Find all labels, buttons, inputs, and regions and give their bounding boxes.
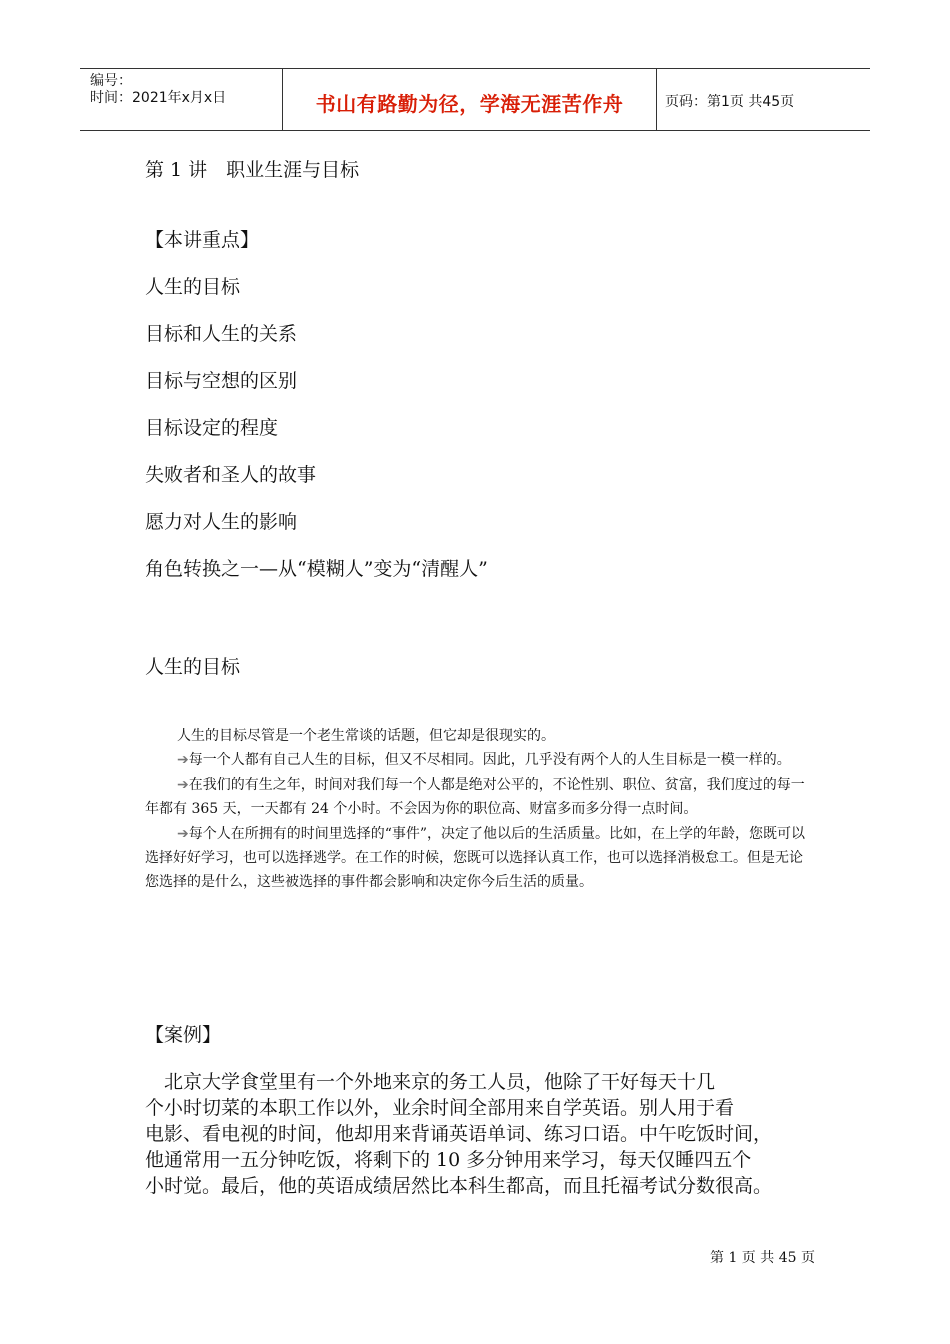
case-heading: 【案例】 (145, 1024, 222, 1046)
document-header (80, 68, 870, 131)
key-point-item: 目标和人生的关系 (145, 323, 298, 345)
arrow-right-icon: ➔ (177, 825, 189, 842)
key-point-item: 人生的目标 (145, 276, 241, 298)
arrow-right-icon: ➔ (177, 752, 189, 769)
case-line: 他通常用一五分钟吃饭，将剩下的 10 多分钟用来学习，每天仅睡四五个 (145, 1149, 752, 1171)
number-label: 编号： (90, 73, 132, 89)
arrow-right-icon: ➔ (177, 776, 189, 793)
header-motto-cell (282, 69, 657, 130)
bullet-paragraph (145, 822, 810, 895)
key-point-item: 目标与空想的区别 (145, 370, 298, 392)
motto: 书山有路勤为径，学海无涯苦作舟 (315, 92, 624, 116)
date-label: 时间：2021年x月x日 (90, 90, 227, 106)
key-point-item: 目标设定的程度 (145, 417, 279, 439)
key-points-heading: 【本讲重点】 (145, 229, 260, 251)
key-points (145, 228, 488, 604)
header-page-cell (655, 69, 870, 130)
lecture-title: 第 1 讲 职业生涯与目标 (145, 159, 360, 181)
case-line: 小时觉。最后，他的英语成绩居然比本科生都高，而且托福考试分数很高。 (145, 1175, 773, 1197)
bullet-text: 每个人在所拥有的时间里选择的“事件”，决定了他以后的生活质量。比如，在上学的年龄，您既可以选择好好学习，也可以选择逃学。在工作的时候，您既可以选择认真工作，也可以选择消极怠工。但是无论您选择的是什么，这些被选择的事件都会影响和决定你今后生活的质量。 (145, 825, 806, 891)
section-title: 人生的目标 (145, 656, 241, 678)
key-point-item: 愿力对人生的影响 (145, 511, 298, 533)
case-line: 电影、看电视的时间，他却用来背诵英语单词、练习口语。中午吃饭时间， (145, 1123, 773, 1145)
bullet-paragraph (145, 748, 810, 772)
case-text (145, 1069, 825, 1199)
key-point-item: 角色转换之一—从“模糊人”变为“清醒人” (145, 558, 488, 580)
case-line: 北京大学食堂里有一个外地来京的务工人员，他除了干好每天十几 (145, 1071, 716, 1093)
header-info-cell (80, 69, 282, 130)
bullet-text: 每一个人都有自己人生的目标，但又不尽相同。因此，几乎没有两个人的人生目标是一模一样的。 (188, 752, 791, 769)
body-text (145, 724, 810, 895)
key-point-item: 失败者和圣人的故事 (145, 464, 317, 486)
page-footer: 第 1 页 共 45 页 (710, 1250, 815, 1266)
page-code: 页码：第1页 共45页 (665, 94, 795, 110)
bullet-paragraph (145, 773, 810, 822)
intro-paragraph: 人生的目标尽管是一个老生常谈的话题，但它却是很现实的。 (177, 728, 555, 744)
bullet-text: 在我们的有生之年，时间对我们每一个人都是绝对公平的，不论性别、职位、贫富，我们度过的每一年都有 365 天，一天都有 24 个小时。不会因为你的职位高、财富多而多分得一点时间。 (145, 776, 805, 818)
case-line: 个小时切菜的本职工作以外，业余时间全部用来自学英语。别人用于看 (145, 1097, 735, 1119)
